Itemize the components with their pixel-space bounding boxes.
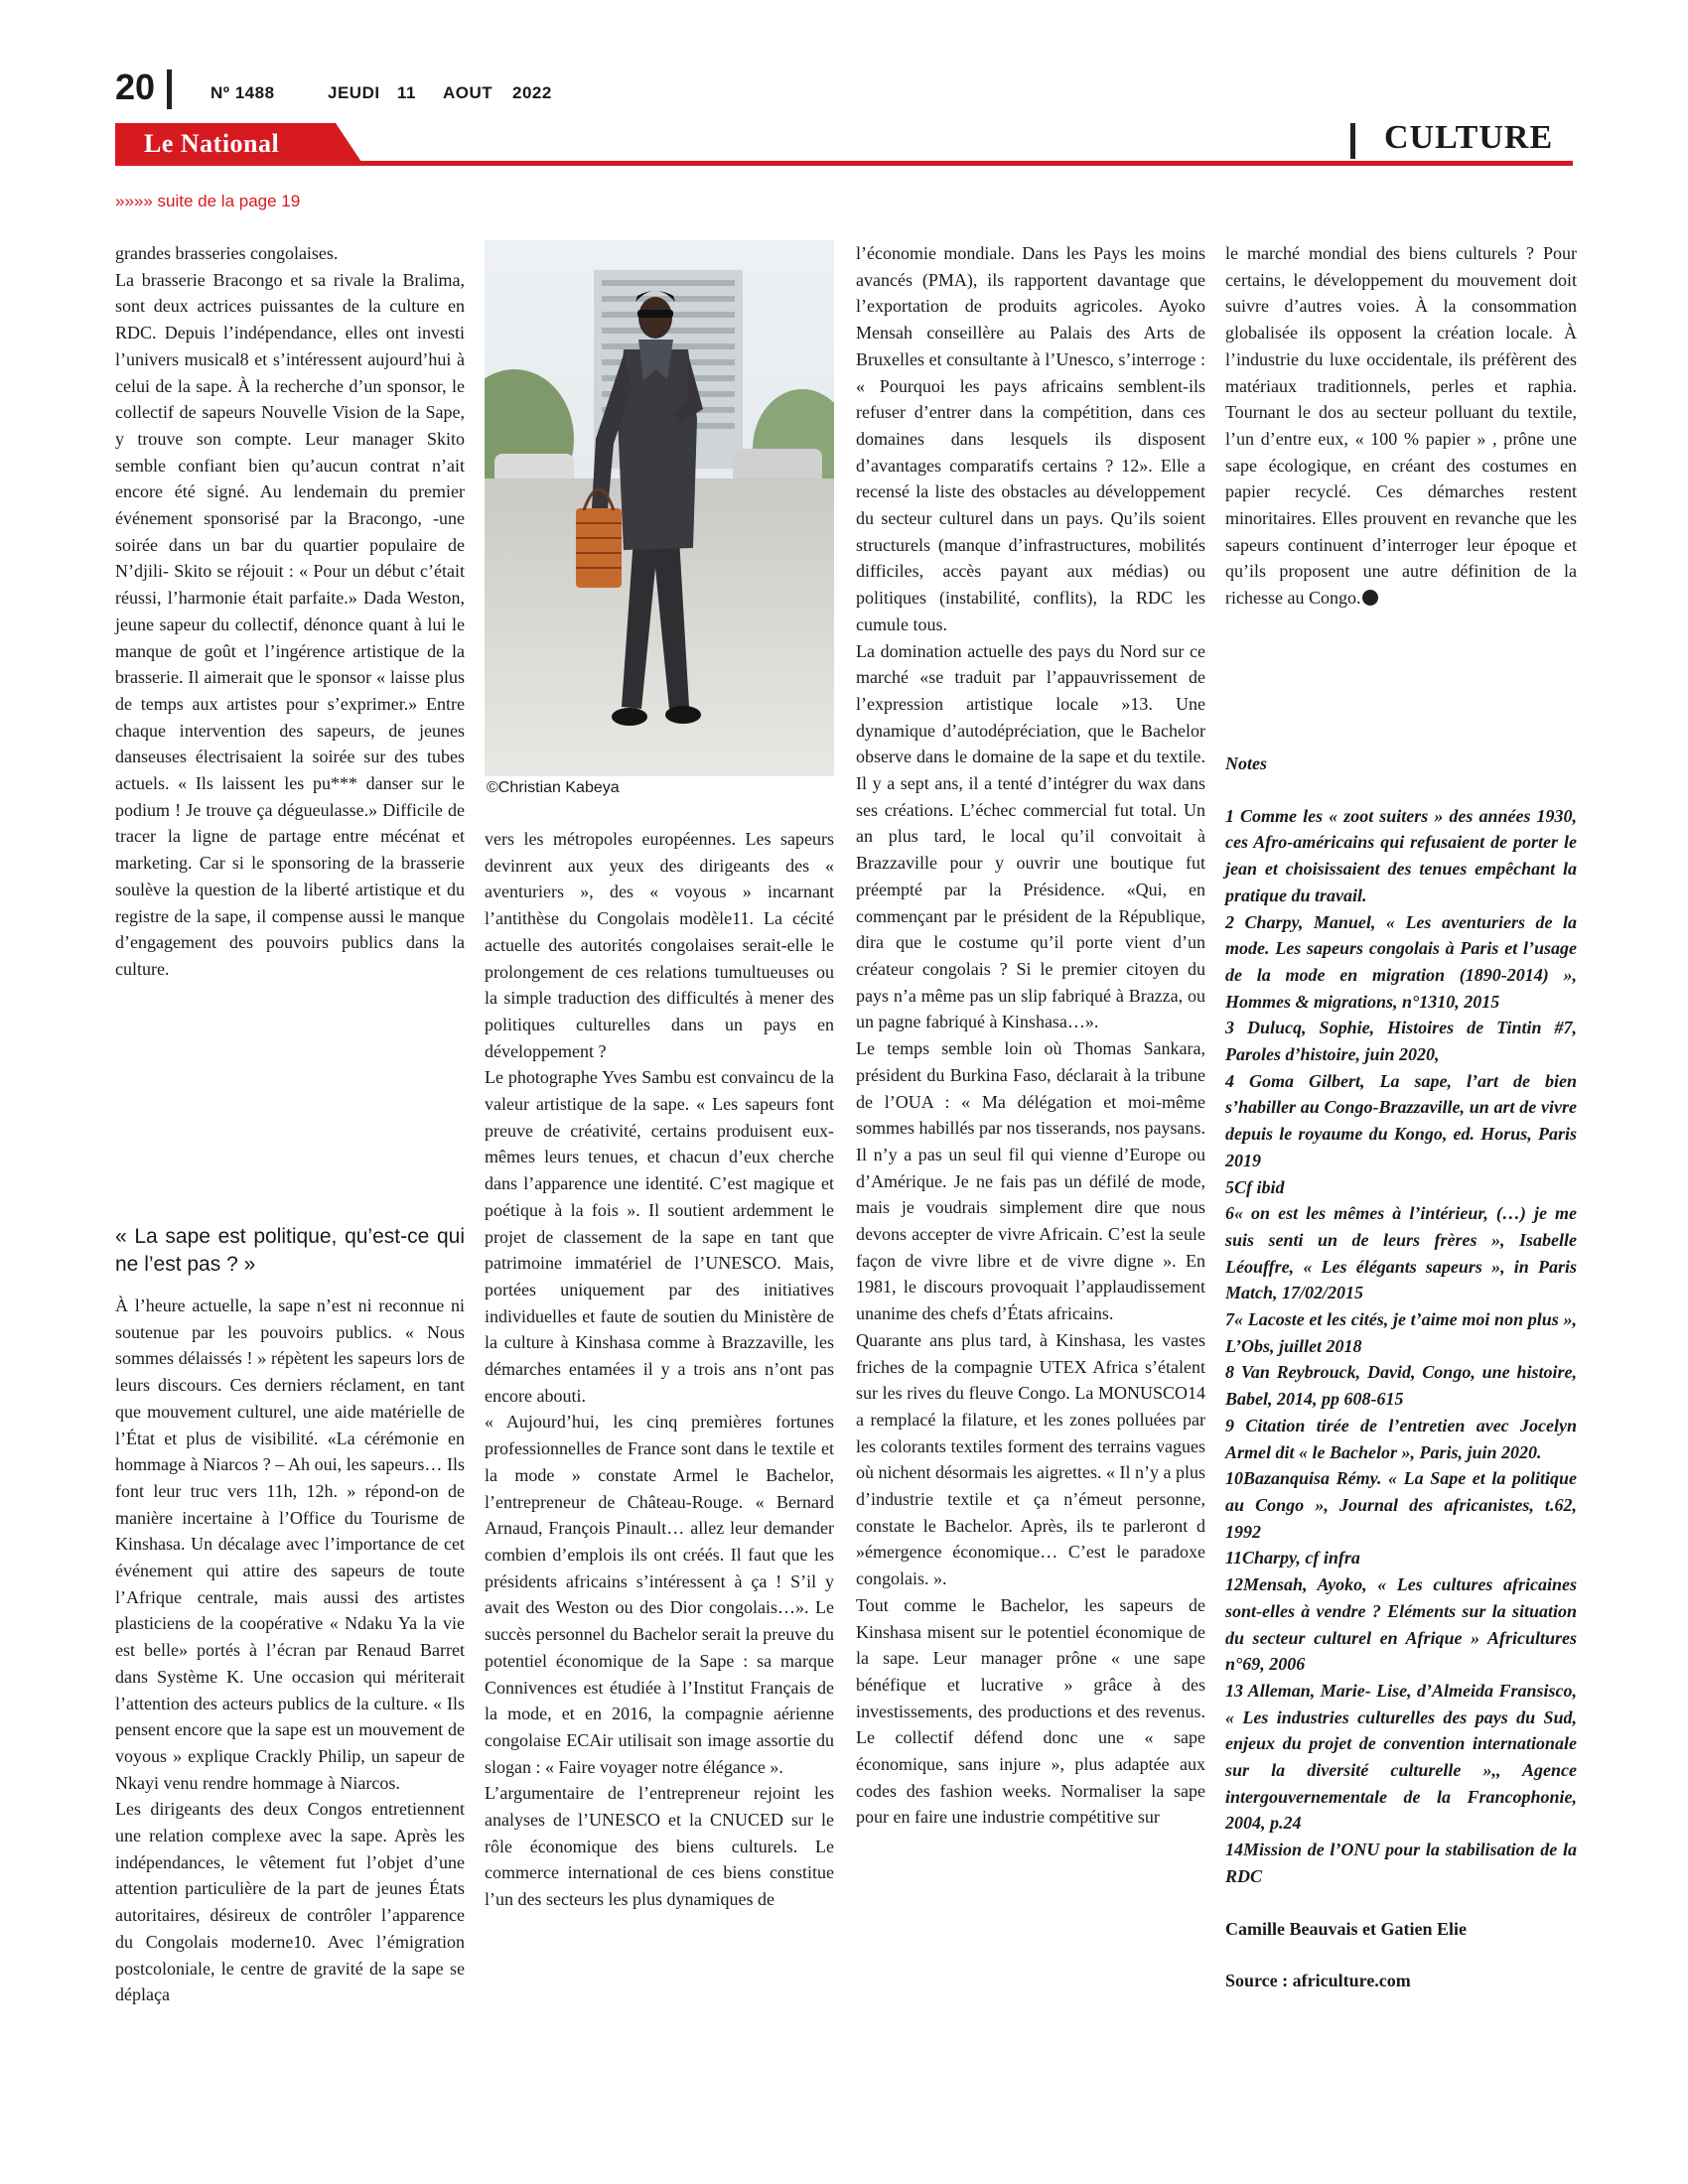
paragraph-text: le marché mondial des biens culturels ? Pour certains, le développement du mouvement doit suivre d’autres voies. À la consommation globalisée ils opposent la création locale. À l’industrie du luxe occidentale, ils préfèrent des matériaux traditionnels, perles et raphia. Tournant le dos au secteur polluant du textile, l’un d’entre eux, « 100 % papier » , prône une sape écologique, en créant des costumes en papier recyclé. Ces démarches restent minoritaires. Elles prouvent en revanche que les sapeurs continuent d’interroger leur époque et qu’ils proposent une autre définition de la richesse au Congo. <box>1225 243 1577 609</box>
note-item: 2 Charpy, Manuel, « Les aventuriers de la mode. Les sapeurs congolais à Paris et l’usage de la mode en migration (1890-2014) », Hommes & migrations, n°1310, 2015 <box>1225 911 1577 1012</box>
note-item: 5Cf ibid <box>1225 1176 1285 1197</box>
continuation-note: »»»» suite de la page 19 <box>115 192 301 210</box>
photo-credit: ©Christian Kabeya <box>487 779 620 796</box>
article-column-4 <box>1225 240 1577 612</box>
paragraph: « Aujourd’hui, les cinq premières fortunes professionnelles de France sont dans le textile et la mode » constate Armel le Bachelor, l’entrepreneur de Château-Rouge. « Bernard Arnaud, François Pinault… allez leur demander combien d’emplois ils ont créés. Il faut que les présidents africains s’intéressent à ça ! S’il y avait des Weston ou des Dior congolais…». Le succès personnel du Bachelor serait la preuve du potentiel économique de la Sape : sa marque Connivences est étudiée à l’Institut Français de la mode, et en 2016, la compagnie aérienne congolaise ECAir utilisait son image assortie du slogan : « Faire voyager notre élégance ». <box>485 1412 834 1777</box>
header-rule <box>115 161 1573 166</box>
issue-number: Nº 1488 <box>211 83 275 102</box>
paragraph: La domination actuelle des pays du Nord sur ce marché «se traduit par l’appauvrissement de l’expression artistique locale »13. Une dynamique d’autodépréciation, que le Bachelor observe dans le domaine de la sape et du textile. Il y a sept ans, il a tenté d’intégrer du wax dans ses créations. L’échec commercial fut total. Un an plus tard, le local qu’il convoitait à Brazzaville pour y ouvrir une boutique fut préempté par la Présidence. «Qui, en commençant par le président de la République, dira que le costume qu’il porte vient d’un créateur congolais ? Si le premier citoyen du pays n’a même pas un slip fabriqué à Brazza, ou un pagne fabriqué à Kinshasa…». <box>856 640 1205 1032</box>
paragraph: La brasserie Bracongo et sa rivale la Bralima, sont deux actrices puissantes de la culture en RDC. Depuis l’indépendance, elles ont investi l’univers musical8 et s’intéressent aujourd’hui à celui de la sape. À la recherche d’un sponsor, le collectif de sapeurs Nouvelle Vision de la Sape, y trouve son compte. Leur manager Skito semble confiant bien qu’aucun contrat n’ait encore été signé. Au lendemain du premier événement sponsorisé par la Bracongo, -une soirée dans un bar du quartier populaire de N’djili- Skito se réjouit : « Pour un début c’était réussi, l’harmonie était parfaite.» Dada Weston, jeune sapeur du collectif, dénonce quant à lui le manque de goût et l’ingérence artistique de la brasserie. Il aimerait que le sponsor « laisse plus de temps aux artistes pour s’exprimer.» Entre chaque intervention des sapeurs, de jeunes danseuses électrisaient la soirée sur des tubes actuels. « Ils laissent les pu*** danser sur le podium ! Je trouve ça dégueulasse.» Difficile de tracer la ligne de partage entre mécénat et marketing. Car si le sponsoring de la brasserie soulève la question de la liberté artistique et du registre de la sape, il compense aussi le manque d’engagement des pouvoirs publics dans la culture. <box>115 269 465 979</box>
sapeur-illustration <box>485 240 834 776</box>
article-end-mark <box>1362 590 1378 606</box>
paragraph: Quarante ans plus tard, à Kinshasa, les vastes friches de la compagnie UTEX Africa s’étalent sur les rives du fleuve Congo. La MONUSCO14 a remplacé la filature, et les zones polluées par les colorants textiles forment des terrains vagues où nichent désormais les aigrettes. « Il n’y a plus d’industrie textile et ça n’émeut personne, constate le Bachelor. Après, ils te parleront d »émergence économique… C’est le paradoxe congolais. ». <box>856 1329 1205 1589</box>
note-item: 11Charpy, cf infra <box>1225 1548 1360 1569</box>
note-item: 14Mission de l’ONU pour la stabilisation de la RDC <box>1225 1840 1577 1886</box>
paragraph: À l’heure actuelle, la sape n’est ni reconnue ni soutenue par les pouvoirs publics. « Nous sommes délaissés ! » répètent les sapeurs lors de leurs discours. Ces derniers réclament, en tant que mouvement culturel, une aide matérielle de l’État et plus de visibilité. «La cérémonie en hommage à Niarcos ? – Ah oui, les sapeurs… Ils font leur truc vers 11h, 12h. » répond-on de manière incertaine à l’Office du Tourisme de Kinshasa. Un décalage avec l’importance de cet événement qui attire des sapeurs de toute l’Afrique centrale, mais aussi des artistes plasticiens de la coopérative « Ndaku Ya la vie est belle» portés à l’écran par Renaud Barret dans Système K. Une occasion qui mériterait l’attention des acteurs publics de la culture. « Ils pensent encore que la sape est un mouvement de voyous » explique Crackly Philip, un sapeur de Nkayi venu rendre hommage à Niarcos. <box>115 1296 465 1793</box>
page-number-divider <box>167 69 172 109</box>
section-divider <box>1350 123 1355 159</box>
note-item: 7« Lacoste et les cités, je t’aime moi non plus », L’Obs, juillet 2018 <box>1225 1309 1577 1356</box>
paragraph: Le photographe Yves Sambu est convaincu de la valeur artistique de la sape. « Les sapeurs font preuve de créativité, certains produisent eux-mêmes leurs tenues, et chacun d’eux cherche dans l’apparence une identité. C’est magique et poétique à la fois ». Il soutient ardemment le projet de classement de la sape en tant que patrimoine immatériel de l’UNESCO. Mais, portées uniquement par des initiatives individuelles et faute de soutien du Ministère de la culture à Kinshasa comme à Brazzaville, les démarches entamées il y a trois ans n’ont pas encore abouti. <box>485 1067 834 1406</box>
paragraph: Tout comme le Bachelor, les sapeurs de Kinshasa misent sur le potentiel économique de la sape. Leur manager prône « une sape bénéfique et lucrative » grâce à des investissements, des productions et des revenus. Le collectif défend donc une « sape économique, sans injure », plus adaptée aux codes des fashion weeks. Normaliser la sape pour en faire une industrie compétitive sur <box>856 1594 1205 1828</box>
issue-year: 2022 <box>512 83 552 102</box>
paragraph: vers les métropoles européennes. Les sapeurs devinrent aux yeux des dirigeants des « aventuriers », des « voyous » incarnant l’antithèse du Congolais modèle11. La cécité actuelle des autorités congolaises serait-elle le prolongement de ces relations tumultueuses ou la simple traduction des difficultés à mener des politiques culturelles dans un pays en développement ? <box>485 829 834 1061</box>
paragraph: l’économie mondiale. Dans les Pays les moins avancés (PMA), ils rapportent davantage que l’exportation de produits agricoles. Ayoko Mensah conseillère au Palais des Arts de Bruxelles et consultante à l’Unesco, s’interroge : « Pourquoi les pays africains semblent-ils refuser d’entrer dans la compétition, dans ces domaines dans lesquels ils disposent d’avantages comparatifs certains ? 12». Elle a recensé la liste des obstacles au développement du secteur culturel dans un pays. Qu’ils soient structurels (manque d’infrastructures, mobilités difficiles, accès payant aux médias) ou politiques (instabilité, conflits), la RDC les cumule tous. <box>856 243 1205 634</box>
notes-title: Notes <box>1225 753 1267 773</box>
brand-logo: Le National <box>144 129 280 158</box>
article-column-3 <box>856 240 1205 1831</box>
paragraph: Les dirigeants des deux Congos entretiennent une relation complexe avec la sape. Après les indépendances, le vêtement fut l’objet d’une attention particulière de la part de jeunes États autoritaires, désireux de contrôler l’apparence du Congolais moderne10. Avec l’émigration postcoloniale, le centre de gravité de la sape se déplaça <box>115 1799 465 2005</box>
paragraph: Le temps semble loin où Thomas Sankara, président du Burkina Faso, déclarait à la tribune de l’OUA : « Ma délégation et moi-même sommes habillés par nos tisserands, nos paysans. Il n’y a pas un seul fil qui vienne d’Europe ou d’Amérique. Je ne fais pas un défilé de mode, mais je voudrais simplement dire que nous devons accepter de vivre Africain. C’est la seule façon de vivre libre et de vivre digne ». En 1981, le discours provoquait l’applaudissement unanime des chefs d’États africains. <box>856 1038 1205 1324</box>
note-item: 4 Goma Gilbert, La sape, l’art de bien s’habiller au Congo-Brazzaville, un art de vivre depuis le royaume du Kongo, ed. Horus, Paris 2019 <box>1225 1070 1577 1170</box>
note-item: 10Bazanquisa Rémy. « La Sape et la politique au Congo », Journal des africanistes, t.62, 1992 <box>1225 1468 1577 1542</box>
article-authors: Camille Beauvais et Gatien Elie <box>1225 1918 1467 1939</box>
paragraph <box>1225 240 1577 612</box>
page-number: 20 <box>115 67 156 107</box>
sapeur-photo <box>485 240 834 776</box>
article-source: Source : africulture.com <box>1225 1971 1411 1991</box>
issue-day: JEUDI <box>328 83 380 102</box>
notes-section <box>1225 751 1577 1994</box>
note-item: 6« on est les mêmes à l’intérieur, (…) je me suis senti un de leurs frères », Isabelle Léouffre, « Les élégants sapeurs », in Paris Match, 17/02/2015 <box>1225 1203 1577 1303</box>
paragraph: L’argumentaire de l’entrepreneur rejoint les analyses de l’UNESCO et la CNUCED sur le rôle économique des biens culturels. Le commerce international de ces biens constitue l’un des secteurs les plus dynamiques de <box>485 1783 834 1910</box>
article-column-1-lower <box>115 1223 465 2008</box>
issue-date: 11 <box>397 83 416 102</box>
note-item: 13 Alleman, Marie- Lise, d’Almeida Fransisco, « Les industries culturelles des pays du Sud, enjeux du projet de convention internationale sur la diversité culturelle »,, Agence intergouvernementale de la Francophonie, 2004, p.24 <box>1225 1680 1577 1834</box>
article-column-1 <box>115 240 465 983</box>
issue-month: AOUT <box>443 83 493 102</box>
subheading: « La sape est politique, qu’est-ce qui ne l’est pas ? » <box>115 1225 465 1276</box>
note-item: 8 Van Reybrouck, David, Congo, une histoire, Babel, 2014, pp 608-615 <box>1225 1362 1577 1410</box>
note-item: 12Mensah, Ayoko, « Les cultures africaines sont-elles à vendre ? Eléments sur la situation du secteur culturel en Afrique » Africultures n°69, 2006 <box>1225 1574 1577 1675</box>
note-item: 1 Comme les « zoot suiters » des années 1930, ces Afro-américains qui refusaient de porter le jean et choisissaient des tenues empêchant la pratique du travail. <box>1225 805 1577 905</box>
note-item: 3 Dulucq, Sophie, Histoires de Tintin #7, Paroles d’histoire, juin 2020, <box>1225 1018 1577 1065</box>
article-column-2 <box>485 826 834 1913</box>
paragraph: grandes brasseries congolaises. <box>115 243 339 263</box>
note-item: 9 Citation tirée de l’entretien avec Jocelyn Armel dit « le Bachelor », Paris, juin 2020. <box>1225 1415 1577 1462</box>
section-title: CULTURE <box>1384 119 1554 156</box>
